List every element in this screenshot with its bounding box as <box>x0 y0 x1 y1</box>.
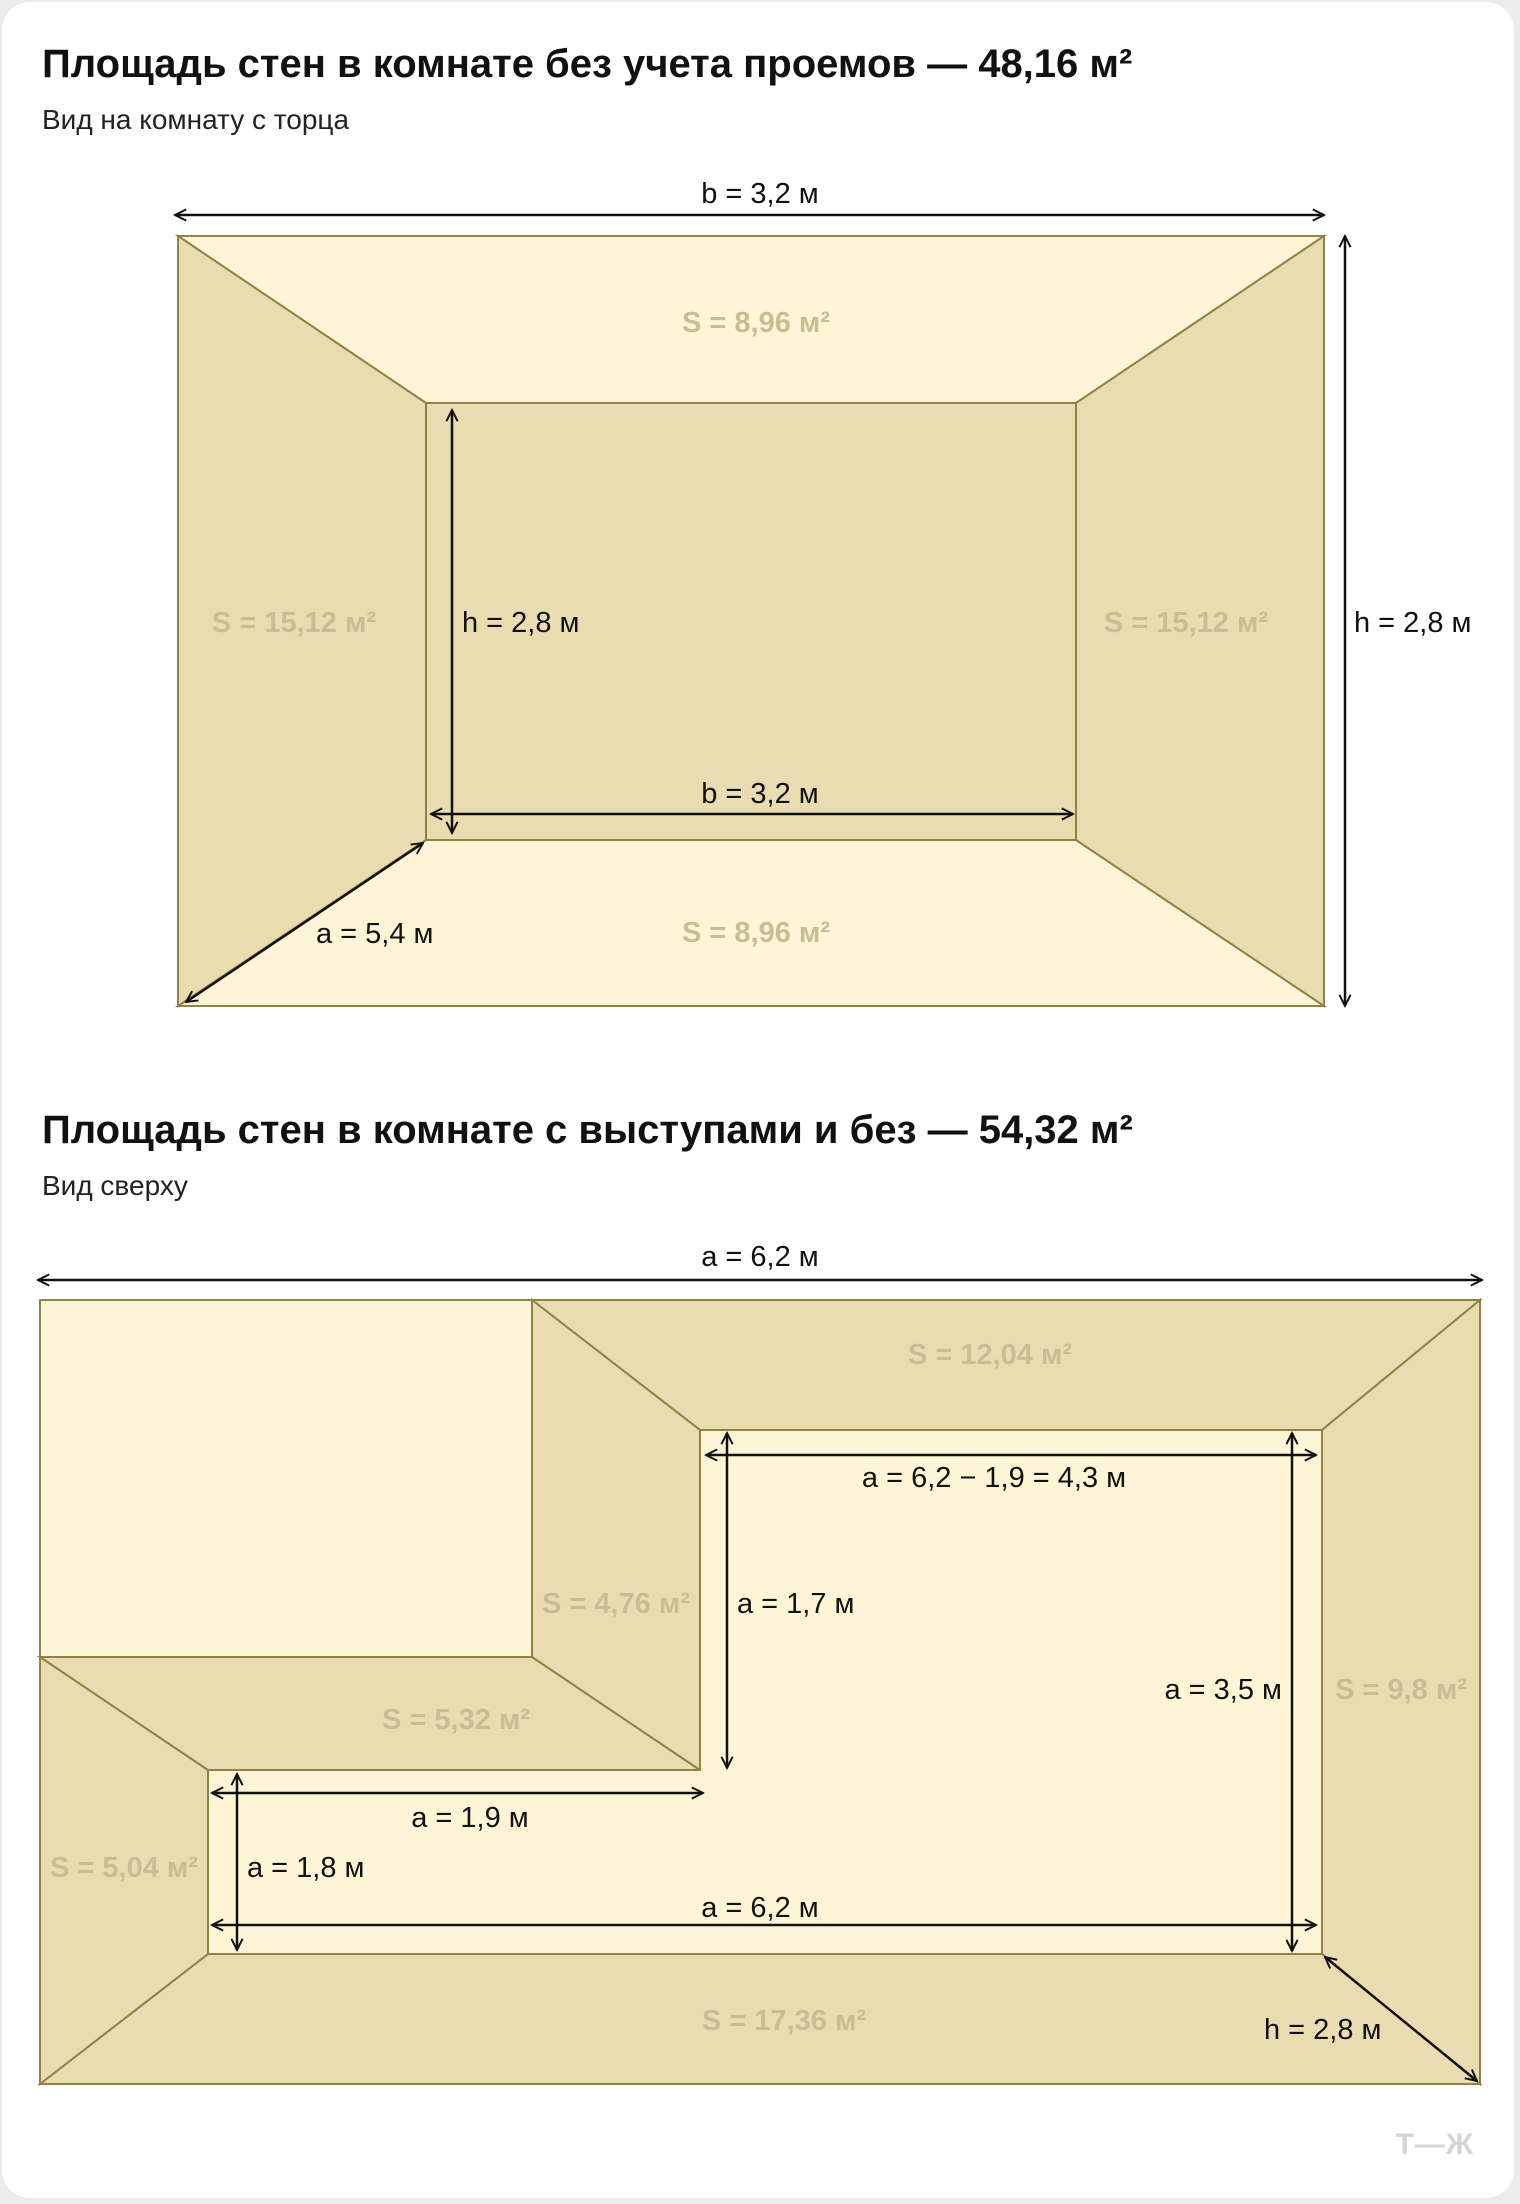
area-step-wall-vertical: S = 4,76 м² <box>541 1588 691 1620</box>
label-h-inner: h = 2,8 м <box>462 607 580 639</box>
label-a-top: a = 6,2 м <box>701 1241 819 1273</box>
area-bottom-wall: S = 17,36 м² <box>701 2005 867 2037</box>
label-a-1-7: a = 1,7 м <box>737 1588 855 1620</box>
label-h-right: h = 2,8 м <box>1354 607 1472 639</box>
section1-title: Площадь стен в комнате без учета проемов — 48,16 м² <box>42 42 1133 86</box>
label-a-1-8: a = 1,8 м <box>247 1852 365 1884</box>
area-step-wall-horizontal: S = 5,32 м² <box>381 1704 531 1736</box>
section2-title: Площадь стен в комнате с выступами и без — 54,32 м² <box>42 1108 1133 1152</box>
room-end-view <box>175 178 1472 1006</box>
area-ceiling: S = 8,96 м² <box>681 307 831 339</box>
outside-corner-area <box>40 1300 532 1657</box>
area-top-wall: S = 12,04 м² <box>907 1339 1073 1371</box>
area-right-wall: S = 15,12 м² <box>1103 607 1269 639</box>
brand-logo: Т—Ж <box>1395 2128 1474 2161</box>
area-left-wall: S = 15,12 м² <box>211 607 377 639</box>
label-a-1-9: a = 1,9 м <box>411 1802 529 1834</box>
section2-subtitle: Вид сверху <box>42 1170 188 1201</box>
label-b-inner: b = 3,2 м <box>701 778 819 810</box>
area-right-wall-top-view: S = 9,8 м² <box>1335 1674 1467 1706</box>
section1-subtitle: Вид на комнату с торца <box>42 104 350 135</box>
label-b-top: b = 3,2 м <box>701 178 819 210</box>
label-a-inner-top: a = 6,2 − 1,9 = 4,3 м <box>861 1462 1127 1494</box>
label-a-3-5: a = 3,5 м <box>1164 1674 1282 1706</box>
label-h-diagonal: h = 2,8 м <box>1264 2014 1382 2046</box>
area-left-wall-top-view: S = 5,04 м² <box>49 1852 199 1884</box>
area-floor: S = 8,96 м² <box>681 917 831 949</box>
label-a-diagonal: a = 5,4 м <box>316 918 434 950</box>
room-top-view <box>38 1241 1482 2084</box>
label-a-inner-bottom: a = 6,2 м <box>701 1892 819 1924</box>
